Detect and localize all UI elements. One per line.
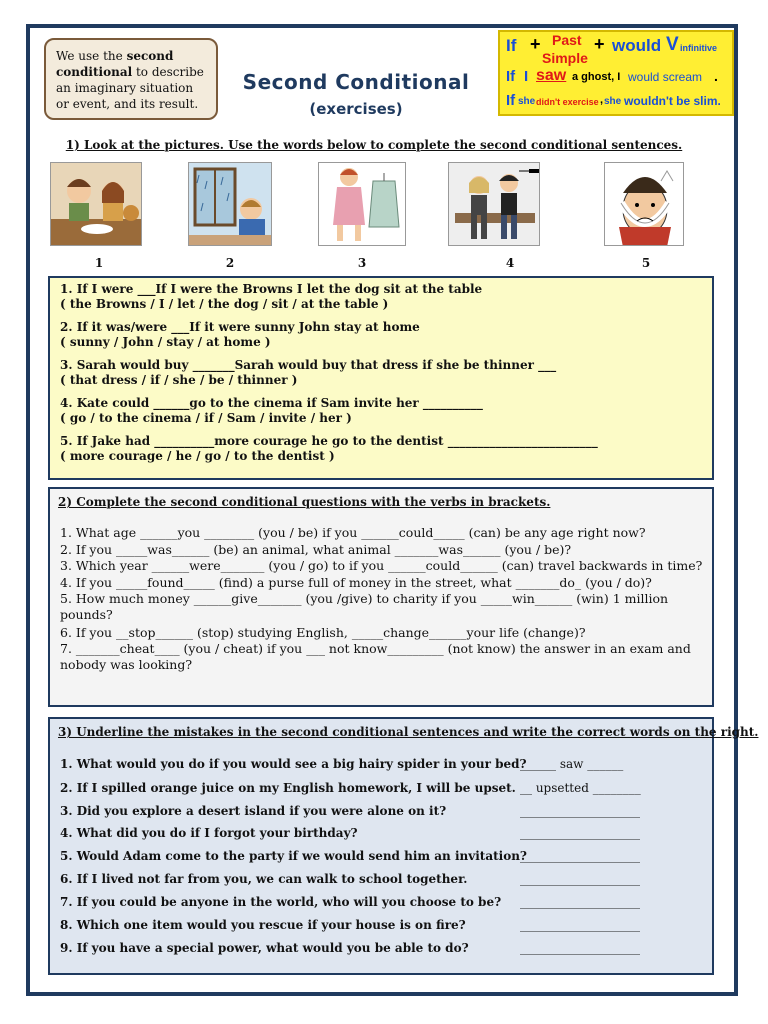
question-2[interactable]: 2. If you _____was______ (be) an animal, what animal _______was______ (you / be)?	[60, 542, 572, 557]
example2-she2: she	[604, 96, 622, 107]
formula-would: would	[612, 36, 662, 55]
intro-text-2: to describe an imaginary situation or event, and its result.	[56, 65, 204, 111]
picture-number-1: 1	[94, 256, 104, 270]
exercise5-words: ( more courage / he / go / to the dentist )	[60, 449, 335, 463]
picture-dress-shopping	[318, 162, 406, 246]
example1-saw: saw	[536, 67, 567, 84]
exercise3-words: ( that dress / if / she / be / thinner )	[60, 373, 298, 387]
section1-box	[48, 276, 714, 480]
question-7[interactable]: 7. _______cheat____ (you / cheat) if you ___ not know_________ (not know) the answer in an exam and nobody was looking?	[60, 641, 691, 672]
formula-plus-2: +	[594, 34, 605, 54]
page-title: Second Conditional	[242, 70, 470, 94]
picture-number-5: 5	[641, 256, 651, 270]
example2-wouldnt: wouldn't be slim.	[624, 94, 721, 108]
example1-rest: a ghost, I	[572, 71, 621, 83]
question-6[interactable]: 6. If you __stop______ (stop) studying English, _____change______your life (change)?	[60, 625, 586, 640]
exercise4-sentence[interactable]: 4. Kate could ______go to the cinema if Sam invite her __________	[60, 396, 483, 410]
mistake-answer-3[interactable]: ____________________	[520, 804, 640, 818]
section3-box	[48, 717, 759, 975]
example2-comma: ,	[600, 94, 604, 106]
mistake-sentence-1[interactable]: 1. What would you do if you would see a big hairy spider in your bed?	[60, 757, 527, 771]
mistake-answer-2[interactable]: __ upsetted ________	[520, 781, 641, 795]
section2-instruction: 2) Complete the second conditional questions with the verbs in brackets.	[58, 495, 551, 509]
question-3[interactable]: 3. Which year ______were_______ (you / go) to if you ______could______ (can) travel backwards in time?	[60, 558, 703, 573]
page-subtitle: (exercises)	[309, 100, 403, 118]
example1-would: would scream	[628, 70, 703, 84]
exercise2-words: ( sunny / John / stay / at home )	[60, 335, 271, 349]
mistake-answer-7[interactable]: ____________________	[520, 895, 640, 909]
question-5[interactable]: 5. How much money ______give_______ (you /give) to charity if you _____win______ (win) 1 million pounds?	[60, 591, 669, 622]
mistake-answer-8[interactable]: ____________________	[520, 918, 640, 932]
mistake-sentence-9[interactable]: 9. If you have a special power, what would you be able to do?	[60, 941, 469, 955]
intro-text-1: We use the	[56, 49, 123, 63]
section3-instruction: 3) Underline the mistakes in the second conditional sentences and write the correct words on the right.	[58, 725, 759, 739]
mistake-answer-4[interactable]: ____________________	[520, 826, 640, 840]
formula-past: Past	[552, 32, 582, 48]
formula-simple: Simple	[542, 50, 588, 66]
exercise1-sentence[interactable]: 1. If I were ___If I were the Browns I let the dog sit at the table	[60, 282, 483, 296]
exercise4-words: ( go / to the cinema / if / Sam / invite / her )	[60, 411, 352, 425]
section2-box	[48, 487, 714, 707]
mistake-sentence-2[interactable]: 2. If I spilled orange juice on my English homework, I will be upset.	[60, 781, 516, 795]
picture-toothache	[604, 162, 684, 246]
mistake-sentence-5[interactable]: 5. Would Adam come to the party if we would send him an invitation?	[60, 849, 527, 863]
picture-number-2: 2	[225, 256, 235, 270]
formula-plus-1: +	[530, 34, 541, 54]
example1-dot: .	[714, 68, 718, 84]
exercise3-sentence[interactable]: 3. Sarah would buy _______Sarah would buy that dress if she be thinner ___	[60, 358, 557, 372]
example1-i: I	[524, 68, 529, 85]
intro-bold: second conditional	[56, 49, 174, 79]
formula-if: If	[506, 36, 517, 55]
exercise5-sentence[interactable]: 5. If Jake had __________more courage he go to the dentist _________________________	[60, 434, 598, 448]
mistake-sentence-3[interactable]: 3. Did you explore a desert island if you were alone on it?	[60, 804, 447, 818]
picture-number-4: 4	[505, 256, 515, 270]
mistake-sentence-7[interactable]: 7. If you could be anyone in the world, who will you choose to be?	[60, 895, 502, 909]
question-4[interactable]: 4. If you _____found_____ (find) a purse full of money in the street, what _______do_ (you / do)?	[60, 575, 652, 590]
mistake-answer-6[interactable]: ____________________	[520, 872, 640, 886]
example1-if: If	[506, 68, 516, 85]
mistake-sentence-4[interactable]: 4. What did you do if I forgot your birthday?	[60, 826, 358, 840]
picture-rainy-window	[188, 162, 272, 246]
formula-v: V	[666, 34, 679, 55]
picture-number-3: 3	[357, 256, 367, 270]
intro-box	[44, 38, 218, 120]
mistake-answer-5[interactable]: ____________________	[520, 849, 640, 863]
picture-two-friends	[448, 162, 540, 246]
mistake-answer-9[interactable]: ____________________	[520, 941, 640, 955]
exercise1-words: ( the Browns / I / let / the dog / sit / at the table )	[60, 297, 389, 311]
formula-box	[498, 30, 734, 116]
question-1[interactable]: 1. What age ______you ________ (you / be) if you ______could_____ (can) be any age right now?	[60, 525, 646, 540]
picture-family-dinner	[50, 162, 142, 246]
mistake-sentence-8[interactable]: 8. Which one item would you rescue if your house is on fire?	[60, 918, 466, 932]
section1-instruction: 1) Look at the pictures. Use the words below to complete the second conditional sentences.	[65, 138, 683, 152]
example2-she: she	[518, 96, 536, 107]
mistake-sentence-6[interactable]: 6. If I lived not far from you, we can walk to school together.	[60, 872, 468, 886]
example2-if: If	[506, 92, 516, 109]
mistake-answer-1[interactable]: ______ saw ______	[520, 757, 624, 771]
exercise2-sentence[interactable]: 2. If it was/were ___If it were sunny John stay at home	[60, 320, 420, 334]
formula-infinitive: infinitive	[680, 43, 718, 53]
example2-didnt: didn't exercise	[536, 97, 599, 107]
